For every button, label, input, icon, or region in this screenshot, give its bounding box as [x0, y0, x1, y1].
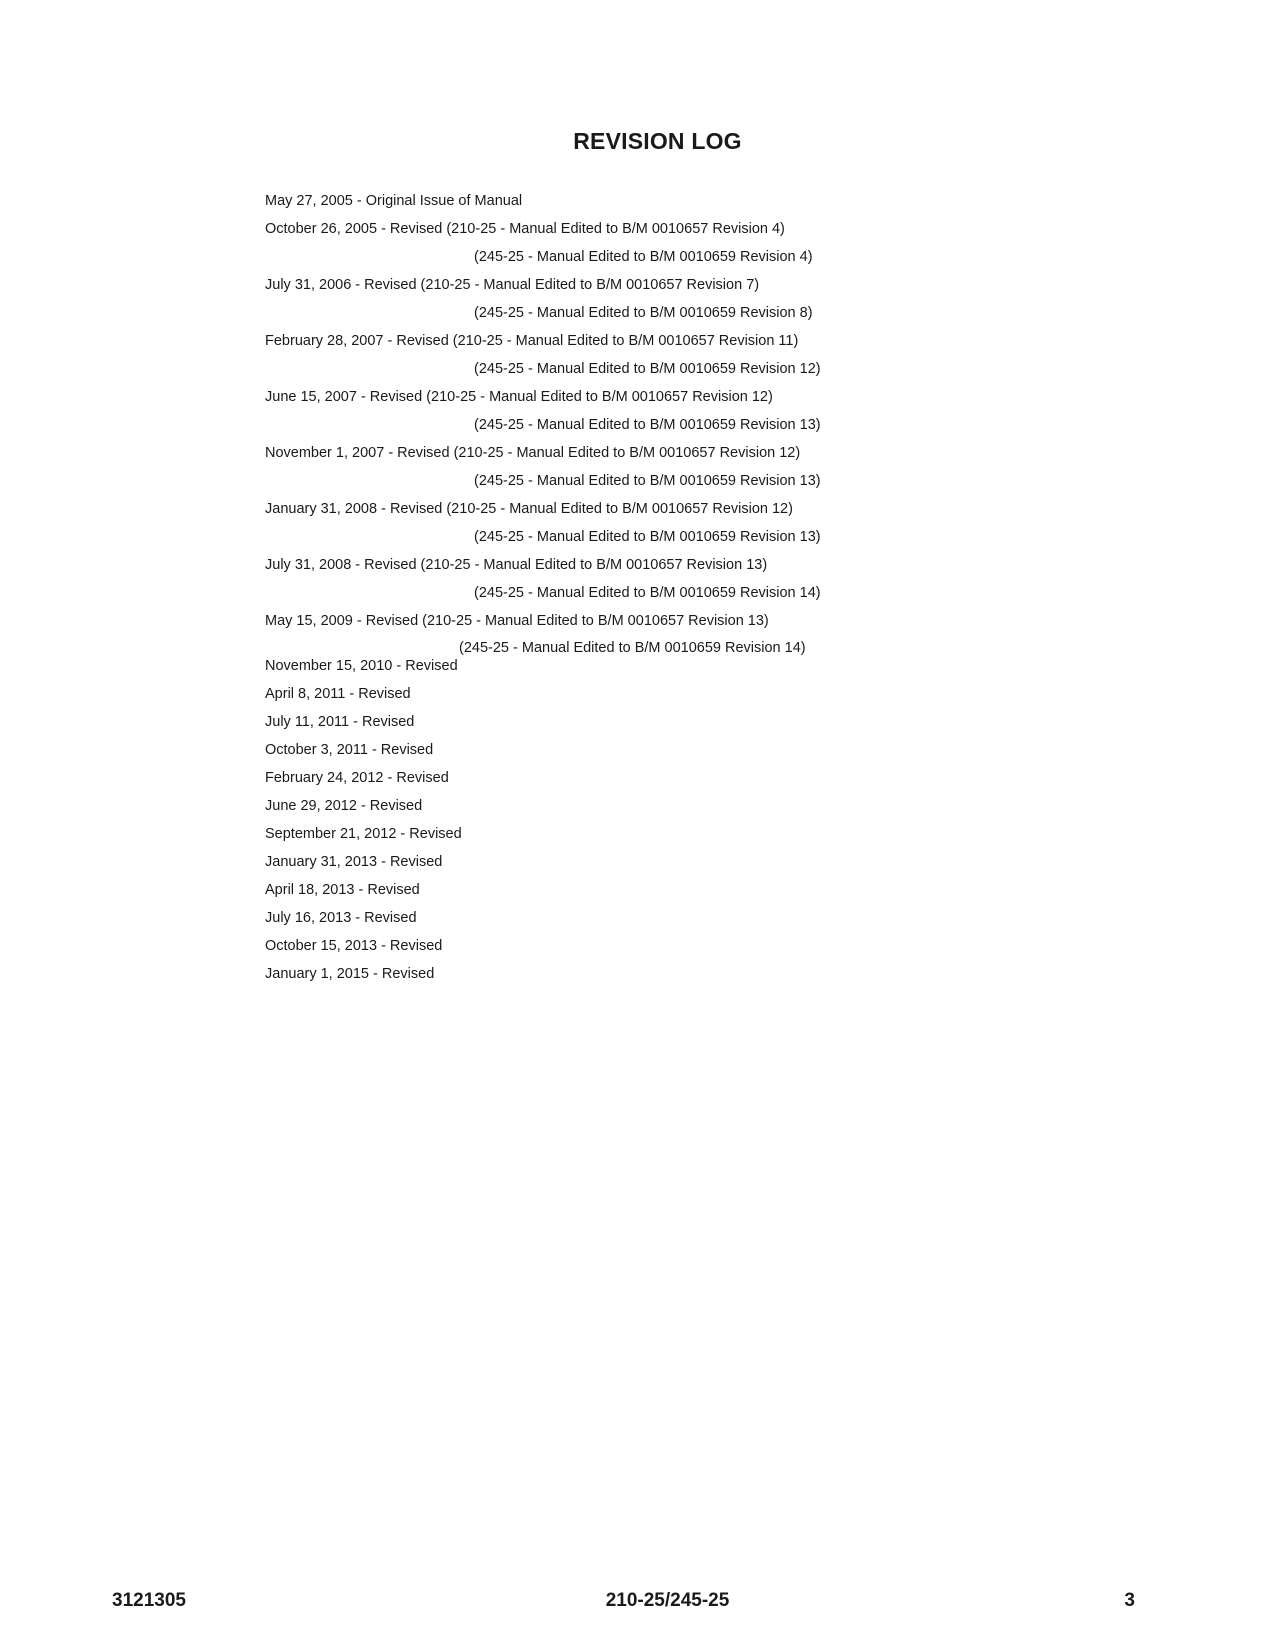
log-entry: February 28, 2007 - Revised (210-25 - Manual Edited to B/M 0010657 Revision 11)	[265, 333, 799, 349]
log-entry: April 8, 2011 - Revised	[265, 686, 411, 702]
footer-doc-number: 3121305	[112, 1590, 186, 1611]
log-entry: January 1, 2015 - Revised	[265, 966, 435, 982]
log-entry: July 11, 2011 - Revised	[265, 714, 415, 730]
log-entry: June 29, 2012 - Revised	[265, 798, 423, 814]
log-entry-continuation: (245-25 - Manual Edited to B/M 0010659 Revision 8)	[474, 305, 813, 321]
log-entry: May 15, 2009 - Revised (210-25 - Manual Edited to B/M 0010657 Revision 13)	[265, 613, 769, 629]
log-entry-continuation: (245-25 - Manual Edited to B/M 0010659 Revision 13)	[474, 473, 821, 489]
log-entry: February 24, 2012 - Revised	[265, 770, 449, 786]
log-entry-continuation: (245-25 - Manual Edited to B/M 0010659 Revision 14)	[474, 585, 821, 601]
log-entry: May 27, 2005 - Original Issue of Manual	[265, 193, 523, 209]
log-entry-continuation: (245-25 - Manual Edited to B/M 0010659 Revision 4)	[474, 249, 813, 265]
log-entry: November 1, 2007 - Revised (210-25 - Manual Edited to B/M 0010657 Revision 12)	[265, 445, 801, 461]
log-entry: October 15, 2013 - Revised	[265, 938, 443, 954]
log-entry-continuation: (245-25 - Manual Edited to B/M 0010659 Revision 13)	[474, 529, 821, 545]
footer-page-number: 3	[1124, 1590, 1135, 1611]
log-entry: January 31, 2013 - Revised	[265, 854, 443, 870]
log-entry-continuation: (245-25 - Manual Edited to B/M 0010659 Revision 14)	[459, 640, 806, 656]
log-entry: November 15, 2010 - Revised	[265, 658, 458, 674]
log-entry: October 3, 2011 - Revised	[265, 742, 434, 758]
footer-model: 210-25/245-25	[605, 1590, 730, 1611]
log-entry: July 31, 2006 - Revised (210-25 - Manual Edited to B/M 0010657 Revision 7)	[265, 277, 760, 293]
log-entry: June 15, 2007 - Revised (210-25 - Manual Edited to B/M 0010657 Revision 12)	[265, 389, 773, 405]
log-entry: January 31, 2008 - Revised (210-25 - Manual Edited to B/M 0010657 Revision 12)	[265, 501, 793, 517]
log-entry: September 21, 2012 - Revised	[265, 826, 462, 842]
log-entry: July 16, 2013 - Revised	[265, 910, 417, 926]
log-entry-continuation: (245-25 - Manual Edited to B/M 0010659 Revision 13)	[474, 417, 821, 433]
log-entry: April 18, 2013 - Revised	[265, 882, 420, 898]
log-entry: October 26, 2005 - Revised (210-25 - Manual Edited to B/M 0010657 Revision 4)	[265, 221, 785, 237]
log-entry: July 31, 2008 - Revised (210-25 - Manual Edited to B/M 0010657 Revision 13)	[265, 557, 768, 573]
page-title: REVISION LOG	[573, 128, 742, 154]
log-entry-continuation: (245-25 - Manual Edited to B/M 0010659 Revision 12)	[474, 361, 821, 377]
